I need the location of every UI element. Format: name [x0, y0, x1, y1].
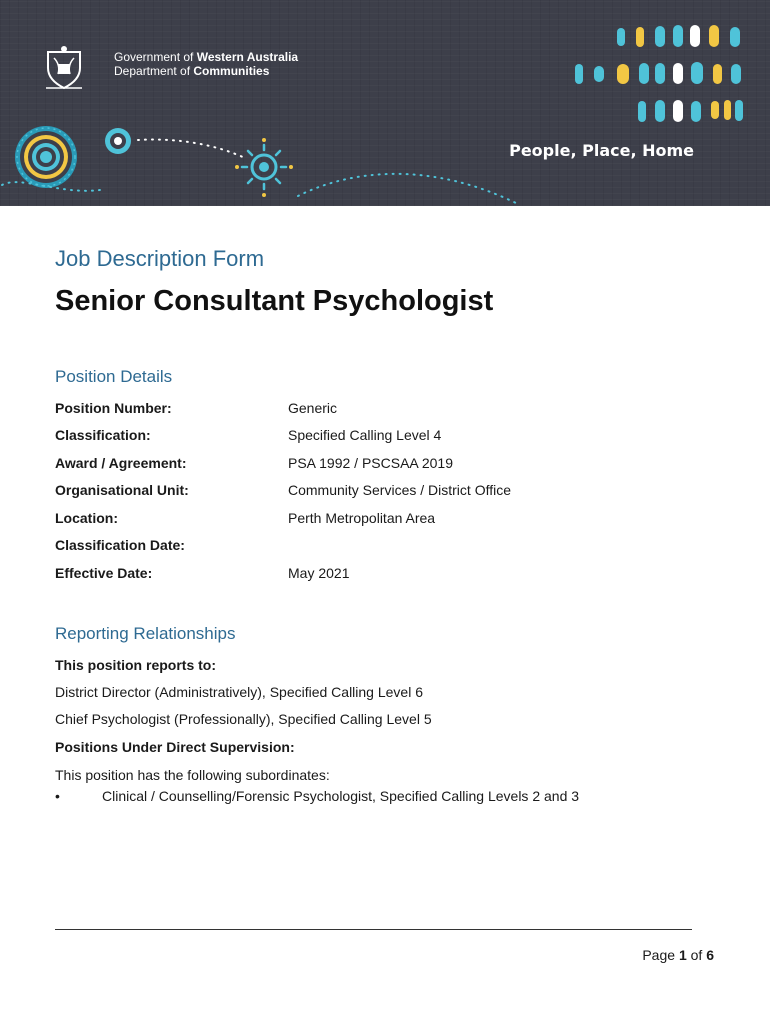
pill-pattern — [575, 25, 743, 122]
position-details-heading: Position Details — [55, 367, 173, 386]
detail-label: Location: — [55, 510, 118, 526]
page-word: Page — [642, 947, 676, 963]
government-line — [114, 50, 298, 64]
reports-to-item: District Director (Administratively), Specified Calling Level 6 — [55, 684, 424, 700]
dept-name: Communities — [193, 64, 270, 78]
header-banner — [0, 0, 770, 206]
form-type-heading: Job Description Form — [55, 246, 265, 271]
detail-value: Generic — [288, 400, 338, 416]
detail-label: Effective Date: — [55, 565, 153, 581]
gov-name: Western Australia — [196, 50, 299, 64]
detail-label: Classification Date: — [55, 537, 185, 553]
tagline: People, Place, Home — [509, 141, 694, 160]
reporting-relationships-heading: Reporting Relationships — [55, 624, 236, 643]
detail-label: Classification: — [55, 427, 151, 443]
footer-divider — [55, 929, 692, 930]
detail-value: Specified Calling Level 4 — [288, 427, 442, 443]
bullet-symbol: • — [55, 788, 60, 804]
page-number — [642, 947, 714, 963]
department-line — [114, 64, 298, 78]
detail-value: Community Services / District Office — [288, 482, 512, 498]
banner-artwork — [0, 0, 770, 206]
page-current: 1 — [678, 947, 687, 963]
coat-of-arms-logo — [44, 44, 84, 90]
detail-value: PSA 1992 / PSCSAA 2019 — [288, 455, 454, 471]
of-word: of — [690, 947, 703, 963]
small-circle-motif — [105, 128, 131, 154]
dot-circle-motif — [15, 126, 77, 188]
detail-label: Position Number: — [55, 400, 172, 416]
supervision-label: Positions Under Direct Supervision: — [55, 739, 295, 755]
detail-label: Award / Agreement: — [55, 455, 187, 471]
detail-value: May 2021 — [288, 565, 350, 581]
subordinates-intro: This position has the following subordinates: — [55, 767, 330, 783]
reports-to-label: This position reports to: — [55, 657, 216, 673]
detail-value: Perth Metropolitan Area — [288, 510, 436, 526]
page-total: 6 — [706, 947, 714, 963]
gov-prefix: Government of — [114, 50, 197, 64]
detail-label: Organisational Unit: — [55, 482, 189, 498]
reports-to-item: Chief Psychologist (Professionally), Specified Calling Level 5 — [55, 711, 432, 727]
subordinate-item: Clinical / Counselling/Forensic Psychologist, Specified Calling Levels 2 and 3 — [102, 788, 580, 804]
government-branding — [114, 50, 298, 78]
sun-motif — [235, 138, 293, 197]
page-title: Senior Consultant Psychologist — [55, 285, 494, 317]
dept-prefix: Department of — [114, 64, 194, 78]
